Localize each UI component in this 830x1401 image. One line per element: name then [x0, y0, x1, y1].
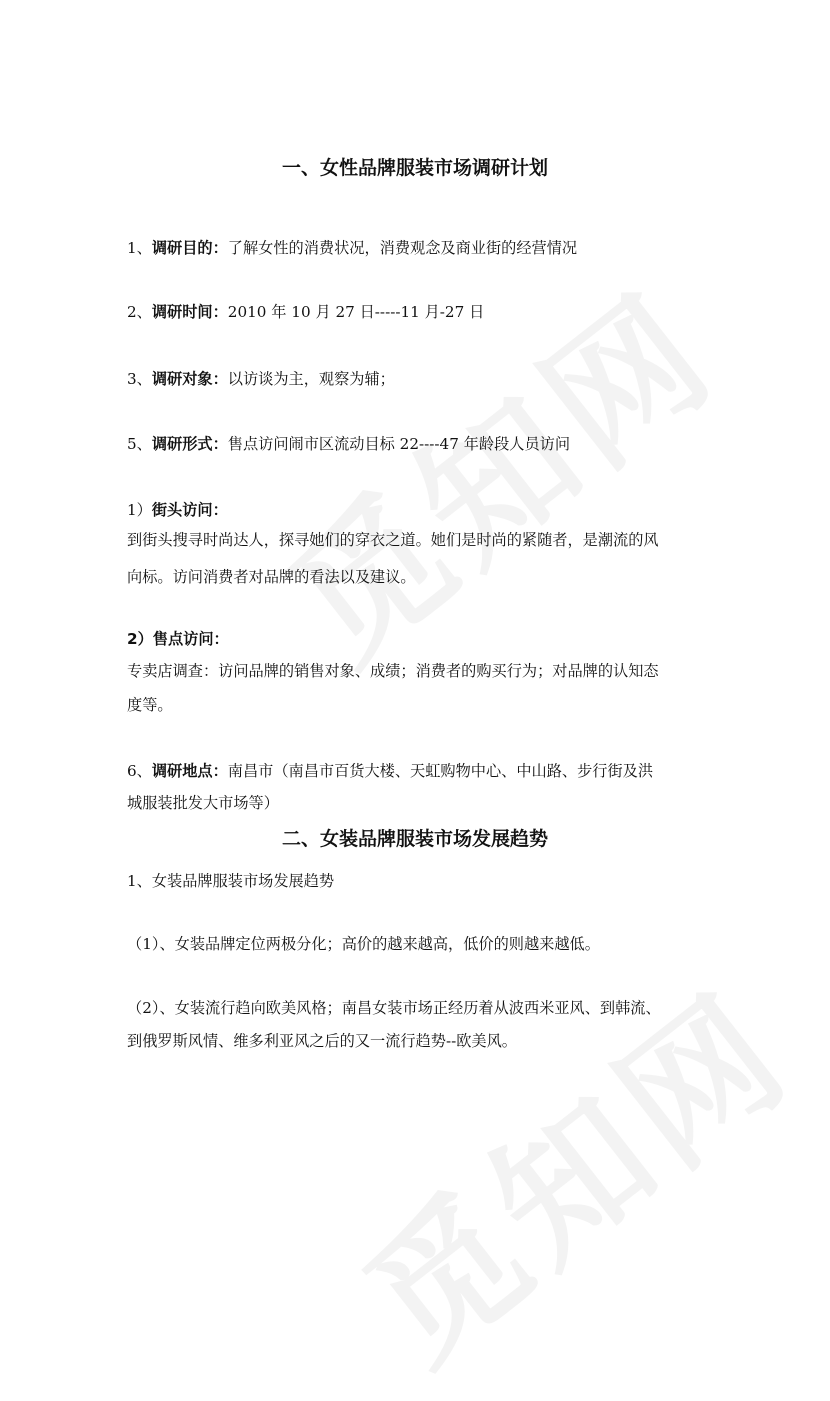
item-label: 调研时间： [151, 303, 228, 321]
item-number: 1、 [127, 239, 152, 257]
item-number: 2、 [127, 303, 152, 321]
item-time [127, 302, 484, 322]
item-label: 调研目的： [151, 239, 228, 257]
outlet-line-1: 专卖店调查：访问品牌的销售对象、成绩；消费者的购买行为；对品牌的认知态 [127, 662, 659, 680]
item-text: 南昌市（南昌市百货大楼、天虹购物中心、中山路、步行街及洪 [227, 762, 654, 780]
item-form [127, 434, 570, 454]
outlet-number: 2） [127, 630, 153, 648]
item-label: 调研形式： [151, 435, 228, 453]
item-location-line-2: 城服装批发大市场等） [127, 794, 279, 812]
item-text: 以访谈为主，观察为辅； [227, 370, 395, 388]
outlet-label: 售点访问： [152, 630, 229, 648]
item-label: 调研地点： [151, 762, 228, 780]
item-target [127, 369, 395, 389]
item-purpose [127, 238, 577, 258]
trend-point-2-line-1: （2）、女装流行趋向欧美风格；南昌女装市场正经历着从波西米亚风、到韩流、 [127, 999, 661, 1017]
trend-point-2-line-2: 到俄罗斯风情、维多利亚风之后的又一流行趋势--欧美风。 [127, 1032, 517, 1050]
item-text: 了解女性的消费状况，消费观念及商业街的经营情况 [227, 239, 578, 257]
section-2-subheading: 1、女装品牌服装市场发展趋势 [127, 872, 335, 890]
street-heading [127, 500, 228, 520]
item-number: 3、 [127, 370, 152, 388]
trend-point-1: （1）、女装品牌定位两极分化；高价的越来越高，低价的则越来越低。 [127, 935, 600, 953]
item-location [127, 761, 653, 781]
item-number: 5、 [127, 435, 152, 453]
street-number: 1） [127, 501, 152, 519]
item-text: 售点访问闹市区流动目标 22----47 年龄段人员访问 [227, 435, 571, 453]
item-text: 2010 年 10 月 27 日-----11 月-27 日 [227, 303, 485, 321]
item-number: 6、 [127, 762, 152, 780]
street-line-1: 到街头搜寻时尚达人，探寻她们的穿衣之道。她们是时尚的紧随者，是潮流的风 [127, 531, 659, 549]
street-line-2: 向标。访问消费者对品牌的看法以及建议。 [127, 568, 416, 586]
section-2-title: 二、女装品牌服装市场发展趋势 [281, 828, 548, 850]
item-label: 调研对象： [151, 370, 228, 388]
page-title: 一、女性品牌服装市场调研计划 [281, 157, 548, 179]
outlet-heading [127, 629, 229, 649]
outlet-line-2: 度等。 [127, 696, 173, 714]
street-label: 街头访问： [151, 501, 228, 519]
